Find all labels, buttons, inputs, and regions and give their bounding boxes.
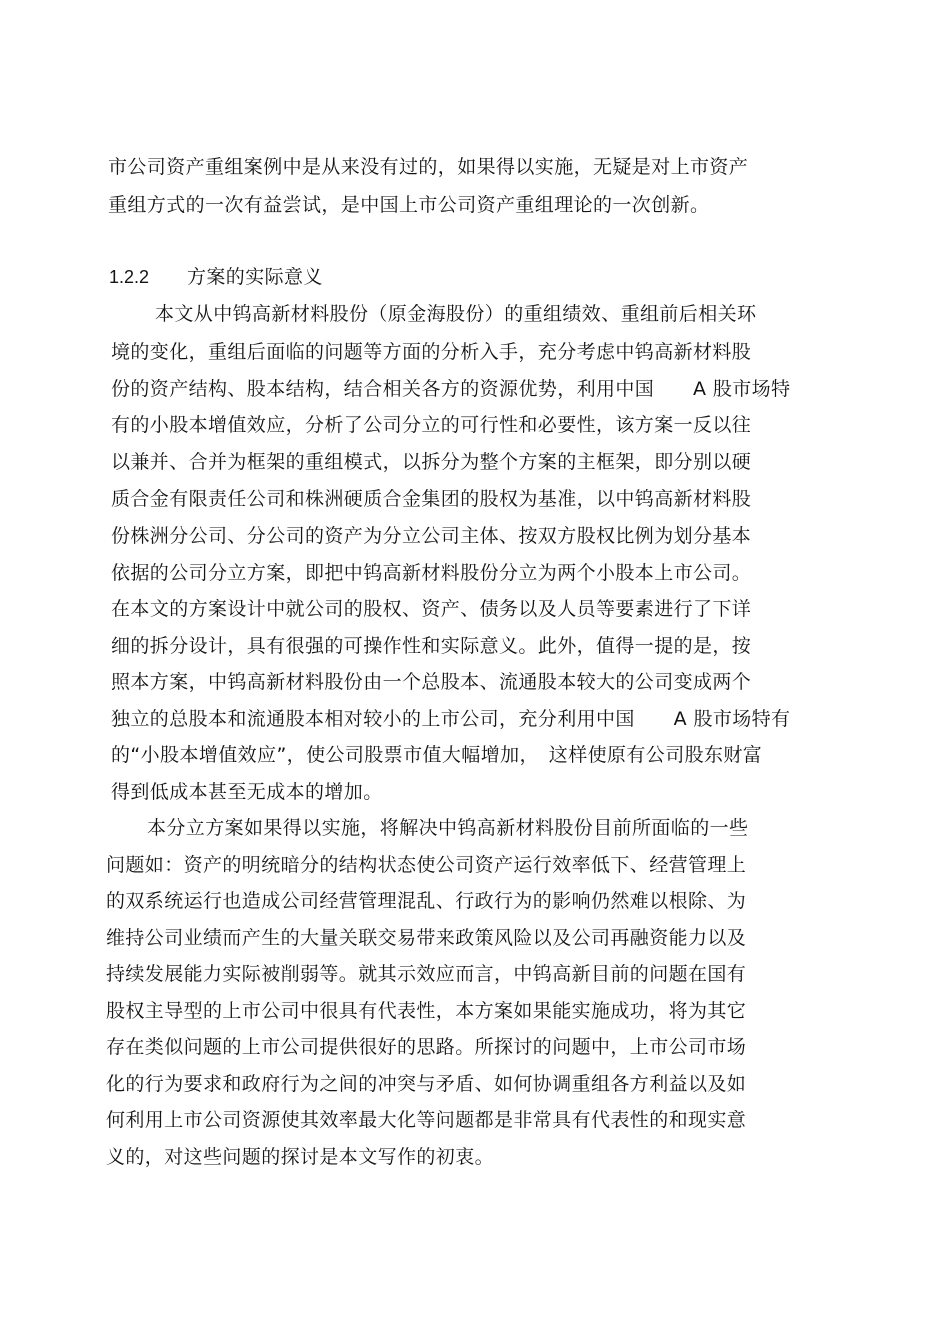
text-line: 得到低成本甚至无成本的增加。 xyxy=(111,781,383,803)
text-line: 问题如：资产的明统暗分的结构状态使公司资产运行效率低下、经营管理上 xyxy=(106,854,747,876)
text-line: 细的拆分设计，具有很强的可操作性和实际意义。此外，值得一提的是，按 xyxy=(111,635,752,657)
text-line: 股权主导型的上市公司中很具有代表性，本方案如果能实施成功，将为其它 xyxy=(106,1000,747,1022)
text-line: 本分立方案如果得以实施，将解决中钨高新材料股份目前所面临的一些 xyxy=(147,817,749,839)
text-line: 义的，对这些问题的探讨是本文写作的初衷。 xyxy=(106,1146,495,1168)
text-line: 何利用上市公司资源使其效率最大化等问题都是非常具有代表性的和现实意 xyxy=(106,1109,747,1131)
text-line: 的双系统运行也造成公司经营管理混乱、行政行为的影响仍然难以根除、为 xyxy=(106,890,747,912)
text-line: 市公司资产重组案例中是从来没有过的，如果得以实施，无疑是对上市资产 xyxy=(108,156,749,178)
text-line: 质合金有限责任公司和株洲硬质合金集团的股权为基准，以中钨高新材料股 xyxy=(111,488,752,510)
text-line: 有的小股本增值效应，分析了公司分立的可行性和必要性，该方案一反以往 xyxy=(111,414,752,436)
text-line: 持续发展能力实际被削弱等。就其示效应而言，中钨高新目前的问题在国有 xyxy=(106,963,747,985)
text-line: 维持公司业绩而产生的大量关联交易带来政策风险以及公司再融资能力以及 xyxy=(106,927,747,949)
text-line: 化的行为要求和政府行为之间的冲突与矛盾、如何协调重组各方利益以及如 xyxy=(106,1073,747,1095)
text-line: 重组方式的一次有益尝试，是中国上市公司资产重组理论的一次创新。 xyxy=(108,194,710,216)
text-line: 在本文的方案设计中就公司的股权、资产、债务以及人员等要素进行了下详 xyxy=(111,598,752,620)
text-line: 独立的总股本和流通股本相对较小的上市公司，充分利用中国 A 股市场特有 xyxy=(111,708,791,730)
text-line: 份的资产结构、股本结构，结合相关各方的资源优势，利用中国 A 股市场特 xyxy=(111,378,791,400)
text-line: 照本方案，中钨高新材料股份由一个总股本、流通股本较大的公司变成两个 xyxy=(111,671,752,693)
section-title: 方案的实际意义 xyxy=(187,266,323,288)
text-line: 本文从中钨高新材料股份（原金海股份）的重组绩效、重组前后相关环 xyxy=(155,303,757,325)
section-number: 1.2.2 xyxy=(109,267,150,287)
text-line: 境的变化，重组后面临的问题等方面的分析入手，充分考虑中钨高新材料股 xyxy=(111,341,752,363)
text-line: 以兼并、合并为框架的重组模式，以拆分为整个方案的主框架，即分别以硬 xyxy=(111,451,752,473)
text-line: 依据的公司分立方案，即把中钨高新材料股份分立为两个小股本上市公司。 xyxy=(111,562,752,584)
text-line: 份株洲分公司、分公司的资产为分立公司主体、按双方股权比例为划分基本 xyxy=(111,525,752,547)
text-line: 的“小股本增值效应”，使公司股票市值大幅增加， 这样使原有公司股东财富 xyxy=(111,744,763,766)
text-line: 存在类似问题的上市公司提供很好的思路。所探讨的问题中，上市公司市场 xyxy=(106,1036,747,1058)
